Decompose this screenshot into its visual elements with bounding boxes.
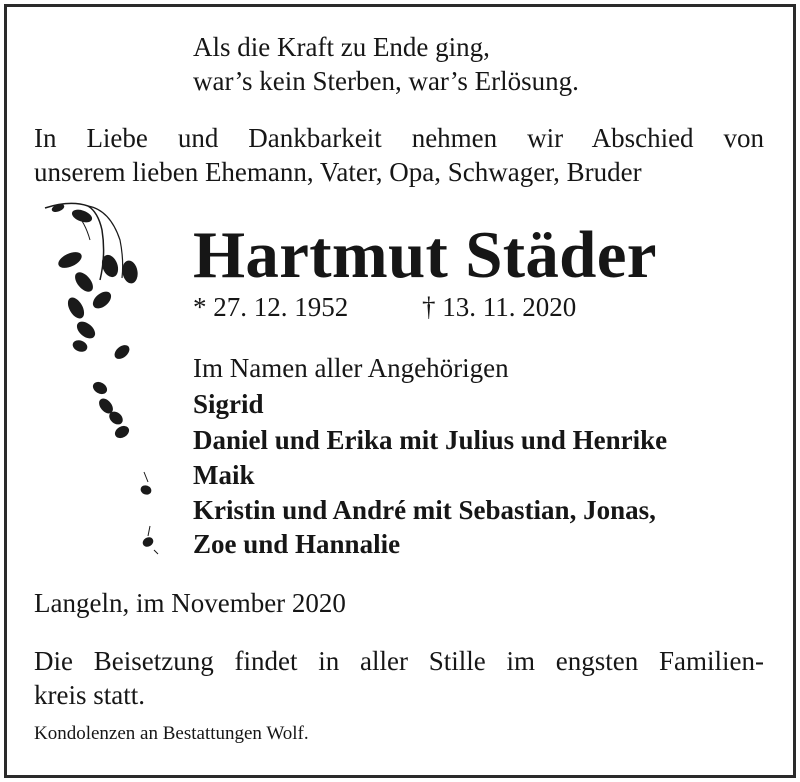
signatory-name: Zoe und Hannalie — [193, 529, 401, 559]
signatory-name: Kristin und André mit Sebastian, Jonas, — [193, 495, 656, 525]
funeral-line-1: Die Beisetzung findet in aller Stille im engsten Familien- — [34, 646, 764, 676]
death-date: † 13. 11. 2020 — [422, 292, 577, 322]
motto-line-2: war’s kein Sterben, war’s Erlösung. — [193, 66, 579, 96]
condolences-note: Kondolenzen an Bestattungen Wolf. — [34, 723, 309, 744]
signatory-name: Daniel und Erika mit Julius und Henrike — [193, 425, 668, 455]
signatory-name: Sigrid — [193, 389, 264, 419]
intro-line-2: unserem lieben Ehemann, Vater, Opa, Schwager, Bruder — [34, 157, 642, 187]
deceased-name: Hartmut Städer — [193, 218, 657, 292]
birth-date: * 27. 12. 1952 — [193, 292, 349, 322]
signatory-name: Maik — [193, 460, 255, 490]
place-and-date: Langeln, im November 2020 — [34, 588, 346, 618]
signatories-heading: Im Namen aller Angehörigen — [193, 353, 509, 383]
funeral-line-2: kreis statt. — [34, 680, 145, 710]
falling-leaves-branch-icon — [40, 200, 165, 560]
intro-line-1: In Liebe und Dankbarkeit nehmen wir Abschied von — [34, 123, 764, 153]
motto-line-1: Als die Kraft zu Ende ging, — [193, 32, 490, 62]
